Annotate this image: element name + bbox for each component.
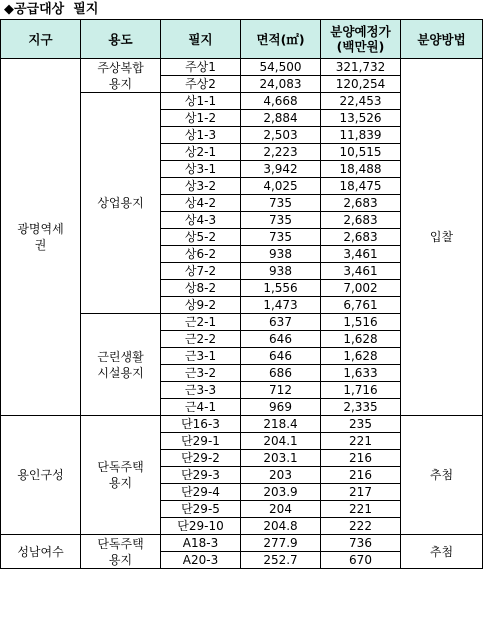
area-cell: 277.9 (241, 535, 321, 552)
lot-cell: 상1-2 (161, 110, 241, 127)
lot-cell: 단29-4 (161, 484, 241, 501)
lot-cell: 근3-1 (161, 348, 241, 365)
price-cell: 670 (321, 552, 401, 569)
area-cell: 54,500 (241, 59, 321, 76)
lot-cell: 상1-3 (161, 127, 241, 144)
price-cell: 216 (321, 467, 401, 484)
district-cell: 용인구성 (1, 416, 81, 535)
area-cell: 204.1 (241, 433, 321, 450)
table-row (1, 535, 483, 552)
area-cell: 2,503 (241, 127, 321, 144)
price-cell: 736 (321, 535, 401, 552)
lot-cell: 근3-2 (161, 365, 241, 382)
area-cell: 4,025 (241, 178, 321, 195)
lot-cell: 단29-2 (161, 450, 241, 467)
lot-cell: 상3-2 (161, 178, 241, 195)
area-cell: 24,083 (241, 76, 321, 93)
header-use: 용도 (81, 20, 161, 59)
lot-cell: 상9-2 (161, 297, 241, 314)
header-lot: 필지 (161, 20, 241, 59)
area-cell: 637 (241, 314, 321, 331)
lot-cell: 주상1 (161, 59, 241, 76)
area-cell: 3,942 (241, 161, 321, 178)
area-cell: 203.1 (241, 450, 321, 467)
price-cell: 1,633 (321, 365, 401, 382)
price-cell: 11,839 (321, 127, 401, 144)
lot-cell: 주상2 (161, 76, 241, 93)
price-cell: 22,453 (321, 93, 401, 110)
price-cell: 6,761 (321, 297, 401, 314)
lot-cell: 상8-2 (161, 280, 241, 297)
area-cell: 1,556 (241, 280, 321, 297)
area-cell: 712 (241, 382, 321, 399)
area-cell: 735 (241, 229, 321, 246)
table-body (1, 59, 483, 569)
table-row (1, 59, 483, 76)
use-cell: 상업용지 (81, 93, 161, 314)
price-cell: 217 (321, 484, 401, 501)
lot-cell: 근2-2 (161, 331, 241, 348)
use-cell: 근린생활 시설용지 (81, 314, 161, 416)
area-cell: 4,668 (241, 93, 321, 110)
district-cell: 광명역세 권 (1, 59, 81, 416)
header-method: 분양방법 (401, 20, 483, 59)
area-cell: 735 (241, 212, 321, 229)
use-cell: 주상복합 용지 (81, 59, 161, 93)
price-cell: 222 (321, 518, 401, 535)
area-cell: 646 (241, 331, 321, 348)
lot-cell: 단29-1 (161, 433, 241, 450)
price-cell: 216 (321, 450, 401, 467)
area-cell: 2,884 (241, 110, 321, 127)
price-cell: 3,461 (321, 263, 401, 280)
use-cell: 단독주택 용지 (81, 416, 161, 535)
area-cell: 735 (241, 195, 321, 212)
area-cell: 204.8 (241, 518, 321, 535)
header-area: 면적(㎡) (241, 20, 321, 59)
supply-table (0, 19, 483, 569)
area-cell: 938 (241, 263, 321, 280)
lot-cell: 단29-3 (161, 467, 241, 484)
lot-cell: 근2-1 (161, 314, 241, 331)
price-cell: 3,461 (321, 246, 401, 263)
price-cell: 7,002 (321, 280, 401, 297)
area-cell: 1,473 (241, 297, 321, 314)
lot-cell: 상7-2 (161, 263, 241, 280)
price-cell: 13,526 (321, 110, 401, 127)
lot-cell: 상5-2 (161, 229, 241, 246)
price-cell: 120,254 (321, 76, 401, 93)
price-cell: 321,732 (321, 59, 401, 76)
lot-cell: 상4-2 (161, 195, 241, 212)
supply-table-frame (0, 19, 483, 569)
table-row (1, 416, 483, 433)
price-cell: 18,488 (321, 161, 401, 178)
price-cell: 221 (321, 501, 401, 518)
method-cell: 추첨 (401, 416, 483, 535)
price-cell: 10,515 (321, 144, 401, 161)
lot-cell: 상4-3 (161, 212, 241, 229)
area-cell: 646 (241, 348, 321, 365)
area-cell: 203.9 (241, 484, 321, 501)
method-cell: 입찰 (401, 59, 483, 416)
price-cell: 2,683 (321, 229, 401, 246)
district-cell: 성남여수 (1, 535, 81, 569)
price-cell: 1,516 (321, 314, 401, 331)
use-cell: 단독주택 용지 (81, 535, 161, 569)
lot-cell: 상6-2 (161, 246, 241, 263)
lot-cell: 근3-3 (161, 382, 241, 399)
price-cell: 18,475 (321, 178, 401, 195)
header-district: 지구 (1, 20, 81, 59)
lot-cell: 근4-1 (161, 399, 241, 416)
header-price: 분양예정가 (백만원) (321, 20, 401, 59)
area-cell: 204 (241, 501, 321, 518)
lot-cell: 상1-1 (161, 93, 241, 110)
method-cell: 추첨 (401, 535, 483, 569)
lot-cell: A18-3 (161, 535, 241, 552)
price-cell: 221 (321, 433, 401, 450)
price-cell: 1,628 (321, 331, 401, 348)
area-cell: 203 (241, 467, 321, 484)
page-title: ◆공급대상 필지 (4, 2, 99, 17)
lot-cell: A20-3 (161, 552, 241, 569)
price-cell: 235 (321, 416, 401, 433)
area-cell: 686 (241, 365, 321, 382)
lot-cell: 단29-5 (161, 501, 241, 518)
area-cell: 252.7 (241, 552, 321, 569)
area-cell: 938 (241, 246, 321, 263)
lot-cell: 상3-1 (161, 161, 241, 178)
area-cell: 2,223 (241, 144, 321, 161)
price-cell: 2,335 (321, 399, 401, 416)
area-cell: 218.4 (241, 416, 321, 433)
lot-cell: 단16-3 (161, 416, 241, 433)
price-cell: 2,683 (321, 195, 401, 212)
area-cell: 969 (241, 399, 321, 416)
price-cell: 2,683 (321, 212, 401, 229)
price-cell: 1,716 (321, 382, 401, 399)
price-cell: 1,628 (321, 348, 401, 365)
lot-cell: 상2-1 (161, 144, 241, 161)
lot-cell: 단29-10 (161, 518, 241, 535)
